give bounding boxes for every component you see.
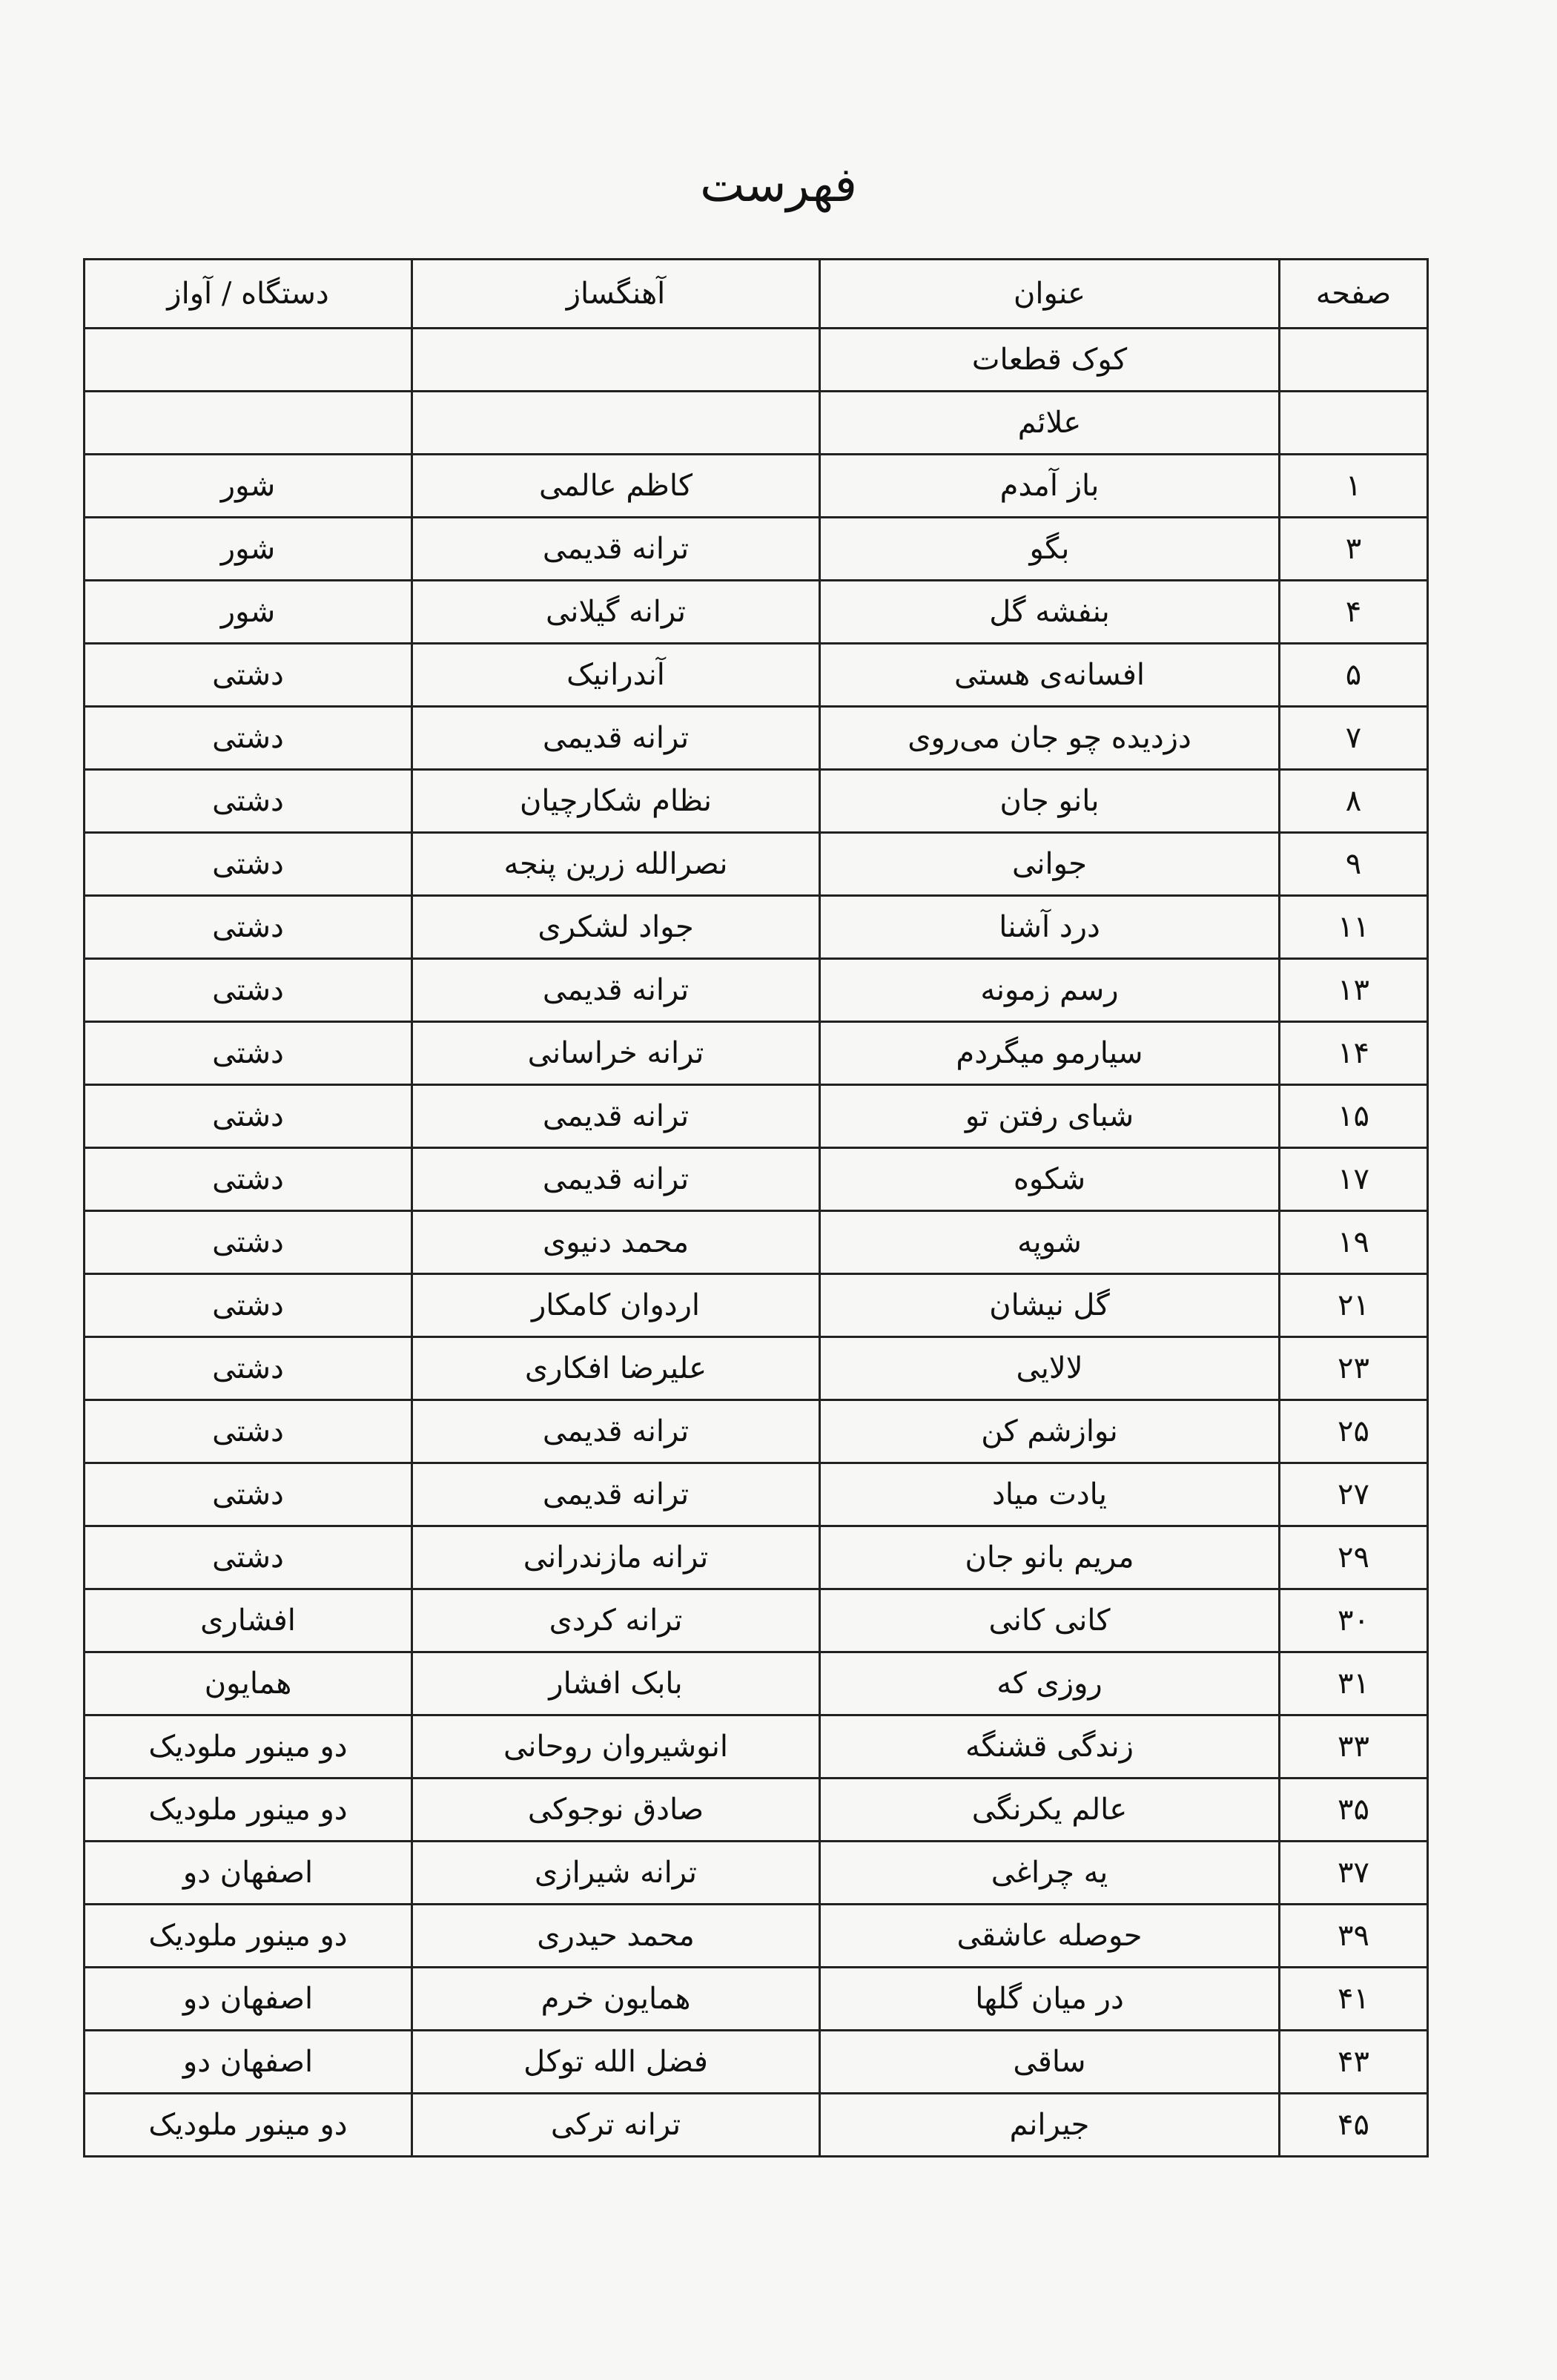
cell-page: ۱ bbox=[1280, 455, 1428, 518]
cell-mode: دشتی bbox=[85, 833, 412, 896]
cell-title: لالایی bbox=[820, 1337, 1280, 1400]
table-body bbox=[85, 329, 1428, 2157]
table-row bbox=[85, 896, 1428, 959]
cell-composer: اردوان کامکار bbox=[412, 1274, 820, 1337]
cell-title: افسانه‌ی هستی bbox=[820, 644, 1280, 707]
table-of-contents bbox=[83, 258, 1429, 2158]
cell-mode: دشتی bbox=[85, 1148, 412, 1211]
cell-title: سیارمو میگردم bbox=[820, 1022, 1280, 1085]
cell-page: ۹ bbox=[1280, 833, 1428, 896]
table-row bbox=[85, 455, 1428, 518]
cell-title: شکوه bbox=[820, 1148, 1280, 1211]
cell-composer: کاظم عالمی bbox=[412, 455, 820, 518]
cell-mode: دشتی bbox=[85, 959, 412, 1022]
cell-mode: دشتی bbox=[85, 1337, 412, 1400]
cell-page: ۴۱ bbox=[1280, 1968, 1428, 2031]
cell-page: ۲۱ bbox=[1280, 1274, 1428, 1337]
cell-composer: علیرضا افکاری bbox=[412, 1337, 820, 1400]
table-row bbox=[85, 1842, 1428, 1905]
cell-composer: آندرانیک bbox=[412, 644, 820, 707]
cell-composer: ترانه شیرازی bbox=[412, 1842, 820, 1905]
table-row bbox=[85, 1211, 1428, 1274]
cell-title: درد آشنا bbox=[820, 896, 1280, 959]
cell-mode: دشتی bbox=[85, 1085, 412, 1148]
cell-composer: ترانه کردی bbox=[412, 1589, 820, 1652]
cell-page: ۱۹ bbox=[1280, 1211, 1428, 1274]
cell-title: شوپه bbox=[820, 1211, 1280, 1274]
cell-title: بنفشه گل bbox=[820, 581, 1280, 644]
cell-mode: دشتی bbox=[85, 644, 412, 707]
cell-page: ۲۹ bbox=[1280, 1526, 1428, 1589]
cell-page bbox=[1280, 329, 1428, 392]
cell-composer: ترانه قدیمی bbox=[412, 1400, 820, 1463]
cell-title: یه چراغی bbox=[820, 1842, 1280, 1905]
cell-composer: محمد حیدری bbox=[412, 1905, 820, 1968]
cell-page: ۲۵ bbox=[1280, 1400, 1428, 1463]
cell-mode: دو مینور ملودیک bbox=[85, 1779, 412, 1842]
cell-title: روزی که bbox=[820, 1652, 1280, 1715]
table-row bbox=[85, 1463, 1428, 1526]
cell-mode: دشتی bbox=[85, 1400, 412, 1463]
table-row bbox=[85, 2031, 1428, 2094]
cell-composer: انوشیروان روحانی bbox=[412, 1715, 820, 1779]
cell-mode bbox=[85, 329, 412, 392]
cell-page: ۱۱ bbox=[1280, 896, 1428, 959]
cell-page: ۳۵ bbox=[1280, 1779, 1428, 1842]
cell-page: ۱۳ bbox=[1280, 959, 1428, 1022]
cell-title: جوانی bbox=[820, 833, 1280, 896]
table-row bbox=[85, 1589, 1428, 1652]
cell-page: ۲۷ bbox=[1280, 1463, 1428, 1526]
cell-mode: اصفهان دو bbox=[85, 1968, 412, 2031]
table-row bbox=[85, 770, 1428, 833]
table-row bbox=[85, 392, 1428, 455]
cell-page: ۸ bbox=[1280, 770, 1428, 833]
table-row bbox=[85, 1085, 1428, 1148]
table-row bbox=[85, 1905, 1428, 1968]
cell-mode: اصفهان دو bbox=[85, 2031, 412, 2094]
cell-page: ۱۷ bbox=[1280, 1148, 1428, 1211]
column-header-page: صفحه bbox=[1280, 260, 1428, 329]
table-row bbox=[85, 959, 1428, 1022]
cell-composer: ترانه قدیمی bbox=[412, 959, 820, 1022]
cell-mode: دشتی bbox=[85, 770, 412, 833]
cell-page: ۳۱ bbox=[1280, 1652, 1428, 1715]
cell-composer: ترانه مازندرانی bbox=[412, 1526, 820, 1589]
table-header-row bbox=[85, 260, 1428, 329]
cell-composer: بابک افشار bbox=[412, 1652, 820, 1715]
cell-page: ۴ bbox=[1280, 581, 1428, 644]
cell-mode: شور bbox=[85, 581, 412, 644]
cell-mode: افشاری bbox=[85, 1589, 412, 1652]
cell-title: دزدیده چو جان می‌روی bbox=[820, 707, 1280, 770]
cell-mode: دشتی bbox=[85, 707, 412, 770]
cell-mode: دشتی bbox=[85, 1211, 412, 1274]
cell-composer: همایون خرم bbox=[412, 1968, 820, 2031]
cell-mode: اصفهان دو bbox=[85, 1842, 412, 1905]
table-row bbox=[85, 518, 1428, 581]
table-row bbox=[85, 707, 1428, 770]
cell-composer: جواد لشکری bbox=[412, 896, 820, 959]
cell-mode: دو مینور ملودیک bbox=[85, 1715, 412, 1779]
cell-title: علائم bbox=[820, 392, 1280, 455]
cell-composer: ترانه قدیمی bbox=[412, 518, 820, 581]
cell-page: ۵ bbox=[1280, 644, 1428, 707]
column-header-title: عنوان bbox=[820, 260, 1280, 329]
cell-composer: صادق نوجوکی bbox=[412, 1779, 820, 1842]
cell-title: شبای رفتن تو bbox=[820, 1085, 1280, 1148]
cell-page: ۴۳ bbox=[1280, 2031, 1428, 2094]
cell-title: جیرانم bbox=[820, 2094, 1280, 2157]
cell-page: ۳۷ bbox=[1280, 1842, 1428, 1905]
cell-title: زندگی قشنگه bbox=[820, 1715, 1280, 1779]
cell-title: نوازشم کن bbox=[820, 1400, 1280, 1463]
table-row bbox=[85, 1715, 1428, 1779]
table-row bbox=[85, 329, 1428, 392]
cell-page: ۲۳ bbox=[1280, 1337, 1428, 1400]
cell-composer bbox=[412, 392, 820, 455]
table-row bbox=[85, 1022, 1428, 1085]
table-row bbox=[85, 1337, 1428, 1400]
cell-mode: دو مینور ملودیک bbox=[85, 1905, 412, 1968]
cell-page: ۳۳ bbox=[1280, 1715, 1428, 1779]
cell-composer: فضل الله توکل bbox=[412, 2031, 820, 2094]
table-row bbox=[85, 2094, 1428, 2157]
column-header-mode: دستگاه / آواز bbox=[85, 260, 412, 329]
cell-title: یادت میاد bbox=[820, 1463, 1280, 1526]
cell-title: بگو bbox=[820, 518, 1280, 581]
cell-mode: دشتی bbox=[85, 1526, 412, 1589]
cell-composer: ترانه قدیمی bbox=[412, 707, 820, 770]
cell-composer bbox=[412, 329, 820, 392]
table-row bbox=[85, 1652, 1428, 1715]
cell-title: گل نیشان bbox=[820, 1274, 1280, 1337]
page-title: فهرست bbox=[700, 158, 857, 213]
cell-title: کوک قطعات bbox=[820, 329, 1280, 392]
cell-composer: نظام شکارچیان bbox=[412, 770, 820, 833]
cell-composer: نصرالله زرین پنجه bbox=[412, 833, 820, 896]
cell-title: در میان گلها bbox=[820, 1968, 1280, 2031]
cell-title: عالم یکرنگی bbox=[820, 1779, 1280, 1842]
cell-title: رسم زمونه bbox=[820, 959, 1280, 1022]
cell-mode: دشتی bbox=[85, 1463, 412, 1526]
cell-title: باز آمدم bbox=[820, 455, 1280, 518]
cell-composer: ترانه قدیمی bbox=[412, 1463, 820, 1526]
cell-page: ۱۵ bbox=[1280, 1085, 1428, 1148]
cell-composer: ترانه قدیمی bbox=[412, 1085, 820, 1148]
cell-title: ساقی bbox=[820, 2031, 1280, 2094]
table-row bbox=[85, 833, 1428, 896]
cell-title: مریم بانو جان bbox=[820, 1526, 1280, 1589]
cell-composer: ترانه گیلانی bbox=[412, 581, 820, 644]
table-row bbox=[85, 1968, 1428, 2031]
table-row bbox=[85, 1526, 1428, 1589]
cell-mode: شور bbox=[85, 518, 412, 581]
cell-composer: ترانه ترکی bbox=[412, 2094, 820, 2157]
cell-mode bbox=[85, 392, 412, 455]
cell-page: ۳ bbox=[1280, 518, 1428, 581]
cell-mode: دشتی bbox=[85, 1274, 412, 1337]
cell-page bbox=[1280, 392, 1428, 455]
cell-composer: ترانه خراسانی bbox=[412, 1022, 820, 1085]
cell-title: حوصله عاشقی bbox=[820, 1905, 1280, 1968]
table-row bbox=[85, 1274, 1428, 1337]
cell-composer: ترانه قدیمی bbox=[412, 1148, 820, 1211]
column-header-composer: آهنگساز bbox=[412, 260, 820, 329]
cell-page: ۷ bbox=[1280, 707, 1428, 770]
table-row bbox=[85, 1400, 1428, 1463]
cell-page: ۳۰ bbox=[1280, 1589, 1428, 1652]
cell-page: ۱۴ bbox=[1280, 1022, 1428, 1085]
table-row bbox=[85, 581, 1428, 644]
cell-title: کانی کانی bbox=[820, 1589, 1280, 1652]
cell-page: ۴۵ bbox=[1280, 2094, 1428, 2157]
cell-mode: دشتی bbox=[85, 1022, 412, 1085]
cell-page: ۳۹ bbox=[1280, 1905, 1428, 1968]
cell-title: بانو جان bbox=[820, 770, 1280, 833]
cell-composer: محمد دنیوی bbox=[412, 1211, 820, 1274]
table-row bbox=[85, 644, 1428, 707]
table-row bbox=[85, 1148, 1428, 1211]
table-row bbox=[85, 1779, 1428, 1842]
cell-mode: دشتی bbox=[85, 896, 412, 959]
cell-mode: همایون bbox=[85, 1652, 412, 1715]
cell-mode: شور bbox=[85, 455, 412, 518]
cell-mode: دو مینور ملودیک bbox=[85, 2094, 412, 2157]
